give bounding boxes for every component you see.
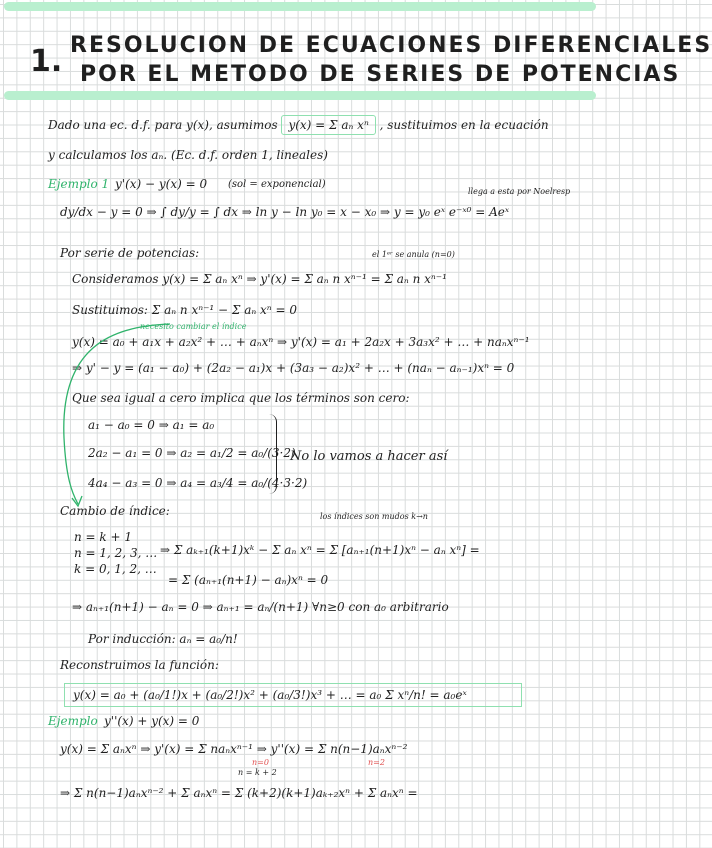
- reconstruir-heading: Reconstruimos la función:: [60, 658, 219, 672]
- intro-boxed-formula: y(x) = Σ aₙ xⁿ: [281, 115, 375, 135]
- ejemplo-2-index-1: n=0: [252, 758, 269, 767]
- intro-text-a: Dado una ec. d.f. para y(x), asumimos: [48, 118, 278, 132]
- series-expand-2: ⇒ y' − y = (a₁ − a₀) + (2a₂ − a₁)x + (3a₃ − a₂)x² + … + (naₙ − aₙ₋₁)xⁿ = 0: [72, 361, 515, 375]
- cambio-sum-2: = Σ (aₙ₊₁(n+1) − aₙ)xⁿ = 0: [168, 573, 329, 587]
- title-line-2: POR EL METODO DE SERIES DE POTENCIAS: [80, 62, 681, 87]
- series-term-2: 2a₂ − a₁ = 0 ⇒ a₂ = a₁/2 = a₀/(3·2): [88, 446, 296, 460]
- cambio-condition-1: n = k + 1: [74, 530, 133, 544]
- series-considerar: Consideramos y(x) = Σ aₙ xⁿ ⇒ y'(x) = Σ aₙ n xⁿ⁻¹ = Σ aₙ n xⁿ⁻¹: [72, 272, 447, 286]
- cambio-induccion: Por inducción: aₙ = a₀/n!: [88, 632, 238, 646]
- cambio-condition-2: n = 1, 2, 3, …: [74, 546, 158, 560]
- ejemplo-1-equation: y'(x) − y(x) = 0: [115, 177, 208, 191]
- ejemplo-2-equation: y''(x) + y(x) = 0: [104, 714, 200, 728]
- series-heading: Por serie de potencias:: [60, 246, 200, 260]
- cambio-sum-1: ⇒ Σ aₖ₊₁(k+1)xᵏ − Σ aₙ xⁿ = Σ [aₙ₊₁(n+1)xⁿ − aₙ xⁿ] =: [160, 543, 480, 557]
- intro-line-2: y calculamos los aₙ. (Ec. d.f. orden 1, lineales): [48, 148, 328, 162]
- series-term-1: a₁ − a₀ = 0 ⇒ a₁ = a₀: [88, 418, 215, 432]
- header-highlight-bottom: [4, 91, 596, 100]
- section-number: 1.: [30, 44, 63, 79]
- ejemplo-2-index-2: n=2: [368, 758, 385, 767]
- index-change-arrow: [50, 318, 180, 513]
- ejemplo-1-separation: dy/dx − y = 0 ⇒ ∫ dy/y = ∫ dx ⇒ ln y − ln y₀ = x − x₀ ⇒ y = y₀ eˣ e⁻ˣ⁰ = Aeˣ: [60, 205, 510, 219]
- series-needs-change-note: necesito cambiar el índice: [140, 322, 247, 331]
- series-igual-cero: Que sea igual a cero implica que los términos son cero:: [72, 391, 410, 405]
- series-top-note: el 1ᵉʳ se anula (n=0): [372, 250, 455, 259]
- intro-text-b: , sustituimos en la ecuación: [379, 118, 549, 132]
- intro-line-1: [48, 118, 549, 132]
- ejemplo-1-label: Ejemplo 1: [48, 177, 110, 191]
- ejemplo-1-note: (sol = exponencial): [228, 179, 326, 190]
- series-no-asi: No lo vamos a hacer así: [290, 449, 448, 464]
- ejemplo-2-line-1: y(x) = Σ aₙxⁿ ⇒ y'(x) = Σ naₙxⁿ⁻¹ ⇒ y''(x) = Σ n(n−1)aₙxⁿ⁻²: [60, 742, 408, 756]
- cambio-indices-note: los índices son mudos k→n: [320, 512, 428, 521]
- reconstruir-result-box: y(x) = a₀ + (a₀/1!)x + (a₀/2!)x² + (a₀/3!)x³ + … = a₀ Σ xⁿ/n! = a₀eˣ: [64, 683, 522, 707]
- ejemplo-2-label: Ejemplo: [48, 714, 98, 728]
- series-expand-1: y(x) = a₀ + a₁x + a₂x² + … + aₙxⁿ ⇒ y'(x) = a₁ + 2a₂x + 3a₃x² + … + naₙxⁿ⁻¹: [72, 335, 530, 349]
- cambio-condition-3: k = 0, 1, 2, …: [74, 562, 157, 576]
- series-term-3: 4a₄ − a₃ = 0 ⇒ a₄ = a₃/4 = a₀/(4·3·2): [88, 476, 308, 490]
- header-highlight-top: [4, 2, 596, 11]
- ejemplo-2-line-2: ⇒ Σ n(n−1)aₙxⁿ⁻² + Σ aₙxⁿ = Σ (k+2)(k+1)aₖ₊₂xⁿ + Σ aₙxⁿ =: [60, 786, 418, 800]
- series-brace: [268, 414, 277, 494]
- title-line-1: RESOLUCION DE ECUACIONES DIFERENCIALES: [70, 33, 712, 58]
- ejemplo-1-side-note: llega a esta por Noelresp: [468, 187, 571, 196]
- ejemplo-2-shift-note: n = k + 2: [238, 768, 277, 777]
- cambio-heading: Cambio de índice:: [60, 504, 170, 518]
- series-sustituimos: Sustituimos: Σ aₙ n xⁿ⁻¹ − Σ aₙ xⁿ = 0: [72, 303, 297, 317]
- cambio-recurrence: ⇒ aₙ₊₁(n+1) − aₙ = 0 ⇒ aₙ₊₁ = aₙ/(n+1) ∀n≥0 con a₀ arbitrario: [72, 600, 449, 614]
